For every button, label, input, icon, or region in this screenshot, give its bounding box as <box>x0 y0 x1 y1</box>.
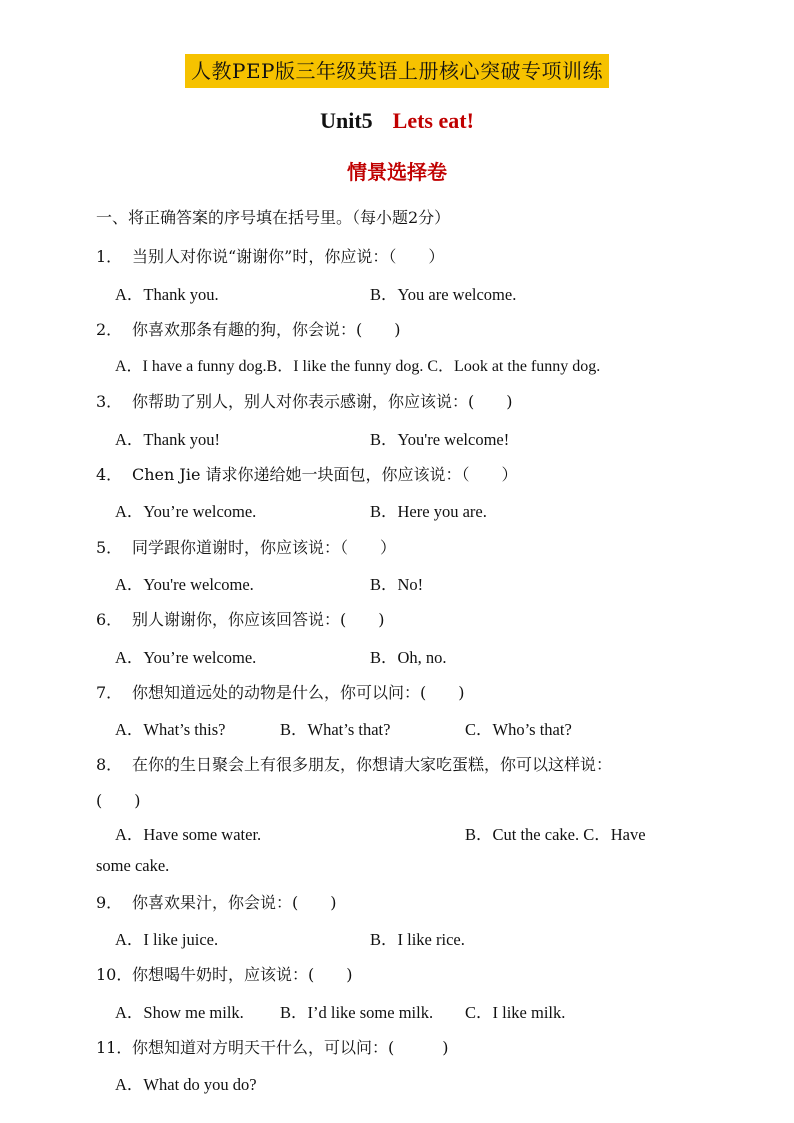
question-2 <box>96 317 401 340</box>
question-number: 6． <box>96 610 123 629</box>
question-8 <box>96 752 612 775</box>
option-b-c: B．Cut the cake. C．Have <box>465 825 646 844</box>
option-a: A．What’s this? <box>115 720 226 739</box>
question-text: 你想喝牛奶时，应该说：( ) <box>132 965 353 984</box>
title-banner <box>0 54 794 88</box>
option-c: C．Who’s that? <box>465 720 572 739</box>
question-text: 你喜欢那条有趣的狗，你会说：( ) <box>132 320 401 339</box>
option-a: A．You’re welcome. <box>115 502 257 521</box>
option-b: B．You're welcome! <box>370 430 510 449</box>
option-b: B．You are welcome. <box>370 285 517 304</box>
option-c-wrap: some cake. <box>96 856 170 875</box>
question-3 <box>96 389 513 412</box>
question-6 <box>96 607 385 630</box>
option-b: B．What’s that? <box>280 720 391 739</box>
question-4 <box>96 462 518 485</box>
question-number: 1． <box>96 247 123 266</box>
option-a: A．What do you do? <box>115 1075 257 1094</box>
question-text: 你想知道对方明天干什么，可以问：( ) <box>132 1038 449 1057</box>
question-number: 9． <box>96 893 123 912</box>
worksheet-subtitle: 情景选择卷 <box>347 160 447 184</box>
question-text: 当别人对你说“谢谢你”时，你应说：（ ） <box>132 247 445 266</box>
option-b: B．I like rice. <box>370 930 465 949</box>
question-text: 你帮助了别人，别人对你表示感谢，你应该说：( ) <box>132 392 513 411</box>
option-b: B．Here you are. <box>370 502 487 521</box>
question-5 <box>96 535 396 558</box>
question-text: 同学跟你道谢时，你应该说：（ ） <box>132 538 397 557</box>
question-number: 5． <box>96 538 123 557</box>
option-b: B．Oh, no. <box>370 648 447 667</box>
option-a: A．Thank you. <box>115 285 219 304</box>
unit-topic: Lets eat! <box>392 108 474 133</box>
question-7 <box>96 680 465 703</box>
question-number: 10． <box>96 965 133 984</box>
question-number: 8． <box>96 755 123 774</box>
unit-label: Unit5 <box>320 108 373 133</box>
question-text: 在你的生日聚会上有很多朋友，你想请大家吃蛋糕，你可以这样说： <box>132 755 613 774</box>
option-a: A．Show me milk. <box>115 1003 244 1022</box>
option-a: A．Thank you! <box>115 430 220 449</box>
question-text: 你喜欢果汁，你会说：( ) <box>132 893 337 912</box>
question-number: 4． <box>96 465 123 484</box>
unit-heading <box>0 108 794 134</box>
option-a: A．You're welcome. <box>115 575 254 594</box>
worksheet-title: 人教PEP版三年级英语上册核心突破专项训练 <box>185 54 609 88</box>
question-9 <box>96 890 337 913</box>
question-number: 11． <box>96 1038 133 1057</box>
question-10 <box>96 962 353 985</box>
question-1 <box>96 244 444 267</box>
question-8-answer-blank: ( ) <box>96 791 141 810</box>
question-number: 3． <box>96 392 123 411</box>
question-text: 你想知道远处的动物是什么，你可以问：( ) <box>132 683 465 702</box>
question-text: Chen Jie 请求你递给她一块面包，你应该说：（ ） <box>132 465 518 484</box>
option-a: A．Have some water. <box>115 825 262 844</box>
option-b: B．I’d like some milk. <box>280 1003 434 1022</box>
option-c: C．I like milk. <box>465 1003 566 1022</box>
question-text: 别人谢谢你，你应该回答说：( ) <box>132 610 385 629</box>
option-a: A．You’re welcome. <box>115 648 257 667</box>
question-number: 7． <box>96 683 123 702</box>
option-b: B．No! <box>370 575 424 594</box>
question-number: 2． <box>96 320 123 339</box>
section-instruction: 一、将正确答案的序号填在括号里。（每小题2分） <box>96 208 451 227</box>
question-11 <box>96 1035 449 1058</box>
option-line: A．I have a funny dog.B．I like the funny dog. C．Look at the funny dog. <box>115 358 601 375</box>
option-a: A．I like juice. <box>115 930 219 949</box>
